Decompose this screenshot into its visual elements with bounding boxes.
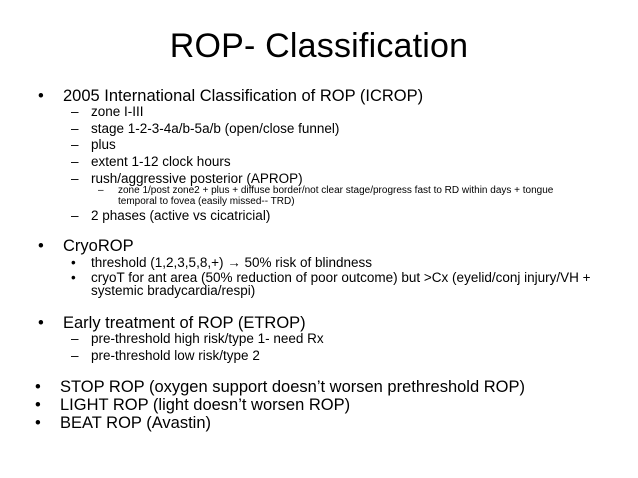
list-item: [71, 103, 144, 120]
slide-title: ROP- Classification: [169, 27, 469, 65]
icrop-zone: zone I-III: [91, 104, 144, 119]
bullet-icon: •: [35, 396, 41, 414]
icrop-stage: stage 1-2-3-4a/b-5a/b (open/close funnel): [91, 121, 340, 136]
icrop-phases: 2 phases (active vs cicatricial): [91, 208, 271, 223]
list-item: [71, 254, 373, 271]
icrop-aprop: rush/aggressive posterior (APROP): [91, 171, 303, 186]
icrop-plus: plus: [91, 137, 116, 152]
etrop-type2: pre-threshold low risk/type 2: [91, 348, 260, 363]
cryorop-cryot-line2: systemic bradycardia/respi): [91, 283, 256, 298]
dash-icon: –: [71, 331, 79, 346]
etrop-type1: pre-threshold high risk/type 1- need Rx: [91, 331, 324, 346]
cryorop-heading: CryoROP: [63, 237, 134, 255]
list-item: [71, 330, 324, 347]
aprop-detail-line1: zone 1/post zone2 + plus + diffuse border/not clear stage/progress fast to RD within days + tongue: [118, 185, 554, 196]
list-item-beat-rop: [35, 413, 211, 433]
list-item-sub: [98, 185, 554, 207]
list-item: [71, 347, 260, 364]
icrop-heading: 2005 International Classification of ROP (ICROP): [63, 87, 424, 105]
list-item: [71, 136, 116, 153]
dash-icon: –: [71, 104, 79, 119]
list-item-light-rop: [35, 395, 351, 415]
icrop-extent: extent 1-12 clock hours: [91, 154, 231, 169]
dash-icon: –: [71, 154, 79, 169]
bullet-icon: •: [38, 314, 44, 332]
list-item: [71, 120, 340, 137]
list-item-stop-rop: [35, 377, 525, 397]
etrop-heading: Early treatment of ROP (ETROP): [63, 314, 306, 332]
cryorop-cryot-line1: cryoT for ant area (50% reduction of poor outcome) but >Cx (eyelid/conj injury/VH +: [91, 270, 591, 285]
list-item: [71, 270, 591, 298]
light-rop-text: LIGHT ROP (light doesn’t worsen ROP): [60, 396, 351, 414]
dash-icon: –: [98, 185, 104, 196]
stop-rop-text: STOP ROP (oxygen support doesn’t worsen prethreshold ROP): [60, 378, 525, 396]
bullet-icon: •: [71, 255, 76, 270]
dash-icon: –: [71, 171, 79, 186]
list-item: [71, 153, 231, 170]
beat-rop-text: BEAT ROP (Avastin): [60, 414, 211, 432]
dash-icon: –: [71, 137, 79, 152]
bullet-icon: •: [38, 87, 44, 105]
aprop-detail-line2: temporal to fovea (easily missed-- TRD): [118, 196, 295, 207]
bullet-icon: •: [35, 378, 41, 396]
list-item-cryorop: [38, 236, 134, 256]
list-item: [71, 207, 271, 224]
dash-icon: –: [71, 208, 79, 223]
bullet-icon: •: [35, 414, 41, 432]
dash-icon: –: [71, 121, 79, 136]
dash-icon: –: [71, 348, 79, 363]
bullet-icon: •: [71, 270, 76, 285]
cryorop-threshold: threshold (1,2,3,5,8,+) → 50% risk of blindness: [91, 255, 373, 270]
bullet-icon: •: [38, 237, 44, 255]
